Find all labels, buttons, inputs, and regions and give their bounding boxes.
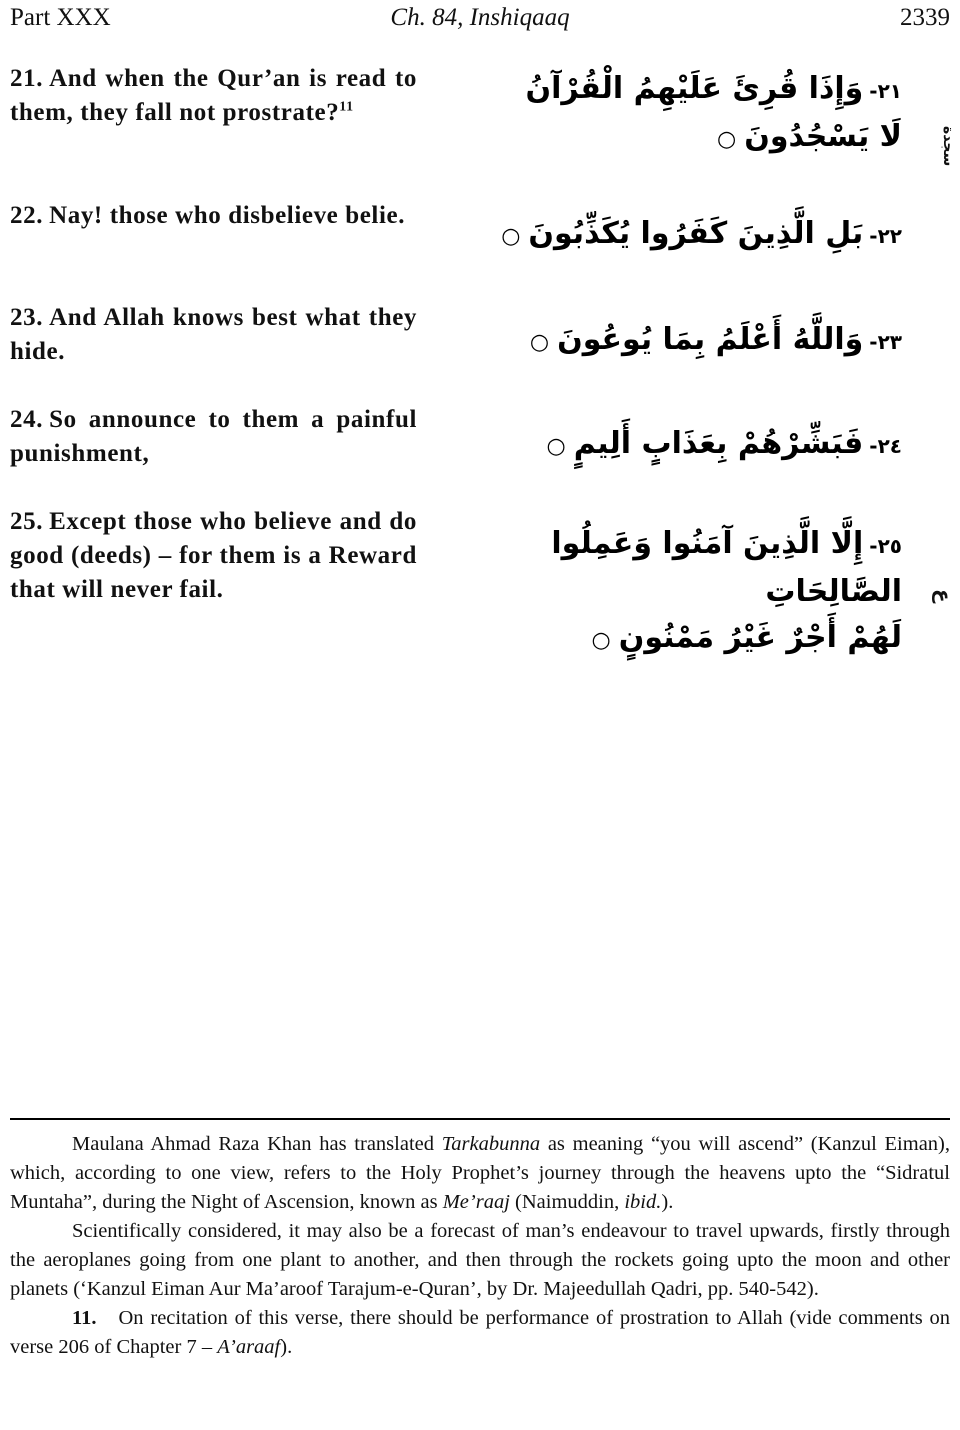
verse-end-mark: ○: [717, 127, 737, 152]
sajda-margin-mark: سجدة: [940, 125, 956, 167]
verse-end-mark: ○: [529, 330, 550, 355]
verse-text: Nay! those who disbelieve belie.: [49, 202, 406, 229]
verse-number: 25.: [10, 508, 44, 535]
verse-arabic: [482, 66, 902, 163]
footnotes: [10, 1130, 950, 1362]
arabic-verse-number: ٢٣-: [869, 330, 902, 354]
footnote-number: 11.: [72, 1307, 97, 1329]
verse-arabic: [482, 211, 902, 260]
footnote-paragraph: Maulana Ahmad Raza Khan has translated Tarkabunna as meaning “you will ascend” (Kanzul Eiman), which, according to one view, refers to the Holy Prophet’s journey through the heavens upto the “Sidratul Muntaha”, during the Night of Ascension, known as Me’raaj (Naimuddin, ibid.).: [10, 1133, 950, 1213]
verse-translation: [10, 403, 417, 471]
arabic-line: وَاللَّهُ أَعْلَمُ بِمَا يُوعُونَ: [557, 322, 864, 357]
verse-number: 22.: [10, 202, 44, 229]
verse-number: 23.: [10, 304, 44, 331]
footnote-11: 11. On recitation of this verse, there should be performance of prostration to Allah (vide comments on verse 206 of Chapter 7 – A’araaf).: [10, 1307, 950, 1358]
footnote-paragraph: Scientifically considered, it may also be a forecast of man’s endeavour to travel upwards, firstly through the aeroplanes going from one plant to another, and then through the rockets going upto the moon and other planets (‘Kanzul Eiman Aur Ma’aroof Tarajum-e-Quran’, by Dr. Majeedullah Qadri, pp. 540-542).: [10, 1220, 950, 1300]
verse-text: So announce to them a painful punishment,: [10, 406, 417, 467]
verse-end-mark: ○: [546, 434, 566, 459]
arabic-line: وَإِذَا قُرِئَ عَلَيْهِمُ الْقُرْآنُ: [525, 71, 864, 106]
ruku-margin-mark: ع: [932, 589, 956, 603]
footnote-ref: 11: [339, 99, 354, 115]
verse-text: Except those who believe and do good (deeds) – for them is a Reward that will never fail.: [10, 508, 417, 603]
verse-text: And when the Qur’an is read to them, they fall not prostrate?: [10, 65, 417, 126]
chapter-title: Ch. 84, Inshiqaaq: [390, 4, 570, 31]
verse-arabic: [482, 421, 902, 470]
verse-arabic: [482, 317, 902, 366]
footnote-divider: [10, 1118, 950, 1120]
part-label: Part XXX: [10, 4, 111, 31]
arabic-line: بَلِ الَّذِينَ كَفَرُوا يُكَذِّبُونَ: [528, 216, 864, 251]
page-header: [10, 4, 950, 38]
verse-number: 24.: [10, 406, 44, 433]
page-number: 2339: [900, 4, 950, 31]
arabic-line: لَهُمْ أَجْرٌ غَيْرُ مَمْنُونٍ: [618, 620, 902, 655]
verse-end-mark: ○: [591, 628, 611, 653]
verse-text: And Allah knows best what they hide.: [10, 304, 417, 365]
verse-number: 21.: [10, 65, 44, 92]
verse-translation: [10, 301, 417, 369]
arabic-line: إِلَّا الَّذِينَ آمَنُوا وَعَمِلُوا الصَّالِحَاتِ: [551, 526, 902, 609]
arabic-verse-number: ٢٤-: [869, 434, 902, 458]
verse-end-mark: ○: [501, 224, 521, 249]
arabic-line: فَبَشِّرْهُمْ بِعَذَابٍ أَلِيمٍ: [573, 426, 864, 461]
verse-translation: [10, 62, 417, 130]
arabic-verse-number: ٢١-: [869, 79, 902, 103]
verse-translation: [10, 505, 417, 607]
arabic-verse-number: ٢٥-: [869, 534, 902, 558]
arabic-line: لَا يَسْجُدُونَ: [744, 119, 902, 154]
arabic-verse-number: ٢٢-: [869, 224, 902, 248]
verse-translation: [10, 199, 417, 233]
verse-arabic: [432, 521, 902, 664]
